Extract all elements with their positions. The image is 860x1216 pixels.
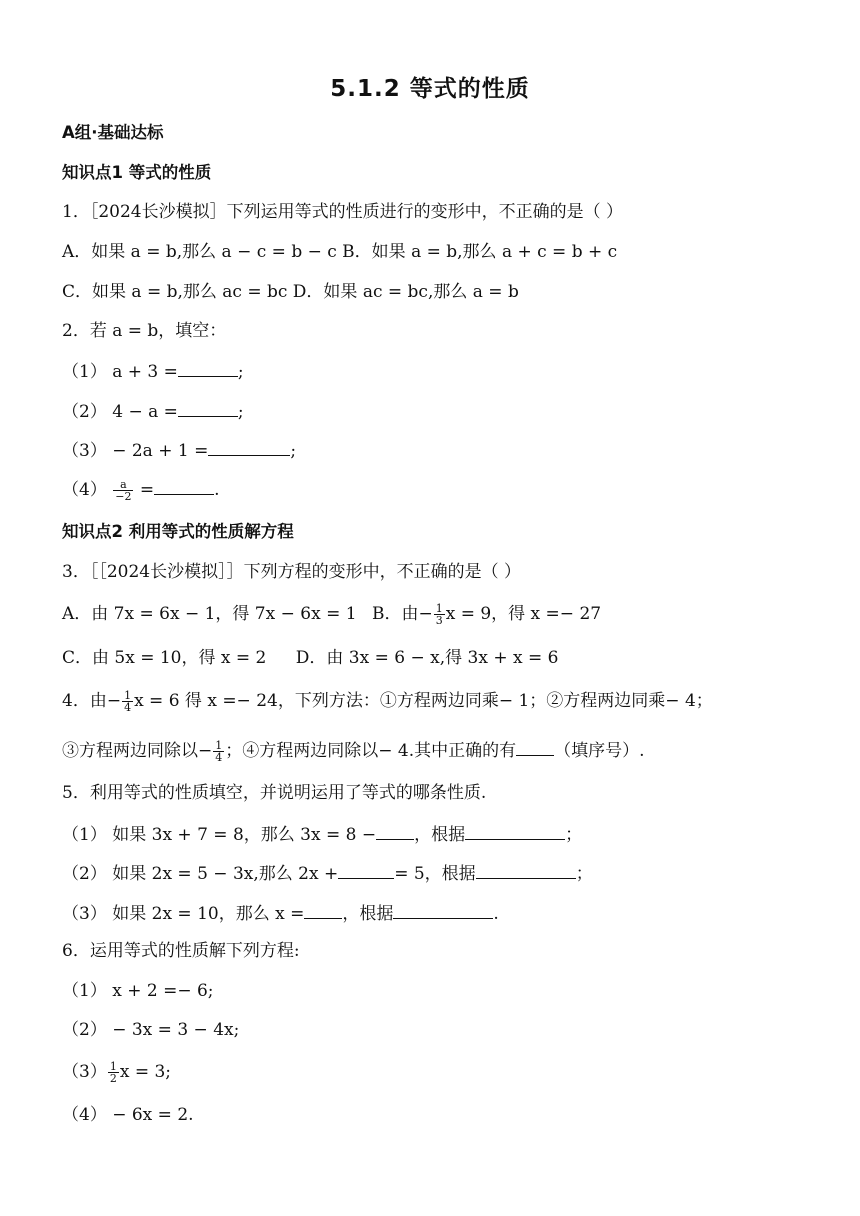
answer-blank[interactable]	[465, 821, 565, 840]
q4-line2-post: （填序号）.	[554, 741, 645, 761]
q5-part-3	[62, 900, 840, 926]
q4-post: x = 6 得 x =− 24，下列方法：①方程两边同乘− 1；②方程两边同乘− 4；	[134, 691, 713, 711]
q5-p1-c: ；	[565, 825, 583, 845]
q3-stem: 3．［［2024长沙模拟］］下列方程的变形中，不正确的是（ ）	[62, 562, 521, 582]
q4-line2-mid: ；④方程两边同除以− 4.其中正确的有	[225, 741, 517, 761]
q5-p1-b: ，根据	[414, 825, 466, 845]
q5-p2-a: （2） 如果 2x = 5 − 3x,那么 2x +	[62, 864, 339, 884]
q4-line2-pre: ③方程两边同除以−	[62, 741, 213, 761]
q1-options-cd: C．如果 a = b,那么 ac = bc D．如果 ac = bc,那么 a = b	[62, 282, 519, 302]
q3-option-d: D．由 3x = 6 − x,得 3x + x = 6	[295, 648, 559, 668]
answer-blank[interactable]	[476, 860, 576, 879]
q5-stem: 5．利用等式的性质填空，并说明运用了等式的哪条性质.	[62, 783, 487, 803]
q6-part-3	[62, 1060, 840, 1084]
q5-p3-a: （3） 如果 2x = 10，那么 x =	[62, 904, 305, 924]
q3-options-ab	[62, 602, 840, 626]
answer-blank[interactable]	[516, 737, 554, 756]
semicolon: ;	[237, 362, 244, 382]
q1-stem: 1．［2024长沙模拟］下列运用等式的性质进行的变形中，不正确的是（ ）	[62, 202, 623, 222]
q2-part-3	[62, 437, 840, 463]
answer-blank[interactable]	[178, 398, 238, 417]
q5-p2-b: = 5，根据	[394, 864, 476, 884]
q3-option-b-post: x = 9，得 x =− 27	[445, 604, 602, 624]
q2-part-1	[62, 358, 840, 384]
q5-p2-c: ；	[575, 864, 593, 884]
answer-blank[interactable]	[154, 476, 214, 495]
q5-part-2	[62, 860, 840, 886]
q3-options-cd	[62, 646, 840, 670]
q2-part-4-label: （4）	[62, 480, 107, 500]
q6-p3-post: x = 3;	[119, 1062, 172, 1082]
q4-line-1	[62, 689, 840, 713]
answer-blank[interactable]	[376, 821, 414, 840]
q6-part-1: （1） x + 2 =− 6;	[62, 981, 214, 1001]
answer-blank[interactable]	[304, 900, 342, 919]
fraction: $\frac{1}{4}$	[124, 689, 132, 714]
fraction: $\frac{a}{-2}$	[115, 478, 132, 503]
semicolon: ;	[237, 402, 244, 422]
answer-blank[interactable]	[208, 437, 290, 456]
q4-pre: 4．由−	[62, 691, 122, 711]
q6-stem: 6．运用等式的性质解下列方程:	[62, 941, 300, 961]
q2-stem: 2．若 a = b，填空：	[62, 321, 227, 341]
q6-p3-pre: （3）	[62, 1062, 107, 1082]
knowledge-point-2-heading: 知识点2 利用等式的性质解方程	[62, 522, 294, 541]
q1-options-ab: A．如果 a = b,那么 a − c = b − c B．如果 a = b,那么 a + c = b + c	[62, 242, 618, 262]
q2-part-2	[62, 398, 840, 424]
q5-part-1	[62, 821, 840, 847]
q4-line-2	[62, 737, 840, 763]
q3-option-b-pre: B．由−	[371, 604, 433, 624]
fraction: $\frac{1}{3}$	[435, 602, 443, 627]
fraction: $\frac{1}{4}$	[215, 739, 223, 764]
q2-part-1-text: （1） a + 3 =	[62, 362, 178, 382]
q3-option-c: C．由 5x = 10，得 x = 2	[62, 648, 267, 668]
answer-blank[interactable]	[178, 358, 238, 377]
q2-part-4: （4） $\frac{a}{-2}$ = .	[62, 478, 220, 503]
period: .	[214, 480, 220, 500]
q6-part-2: （2） − 3x = 3 − 4x;	[62, 1020, 240, 1040]
q3-option-a: A．由 7x = 6x − 1，得 7x − 6x = 1	[62, 604, 357, 624]
answer-blank[interactable]	[393, 900, 493, 919]
q6-part-4: （4） − 6x = 2.	[62, 1105, 194, 1125]
answer-blank[interactable]	[338, 860, 394, 879]
q2-part-2-text: （2） 4 − a =	[62, 402, 178, 422]
page-title: 5.1.2 等式的性质	[330, 76, 530, 102]
q5-p1-a: （1） 如果 3x + 7 = 8，那么 3x = 8 −	[62, 825, 377, 845]
semicolon: ;	[290, 441, 297, 461]
group-heading: A组·基础达标	[62, 123, 164, 142]
knowledge-point-1-heading: 知识点1 等式的性质	[62, 163, 212, 182]
q2-part-3-text: （3） − 2a + 1 =	[62, 441, 209, 461]
q5-p3-b: ，根据	[342, 904, 394, 924]
fraction: $\frac{1}{2}$	[109, 1060, 117, 1085]
q5-p3-c: .	[493, 904, 499, 924]
